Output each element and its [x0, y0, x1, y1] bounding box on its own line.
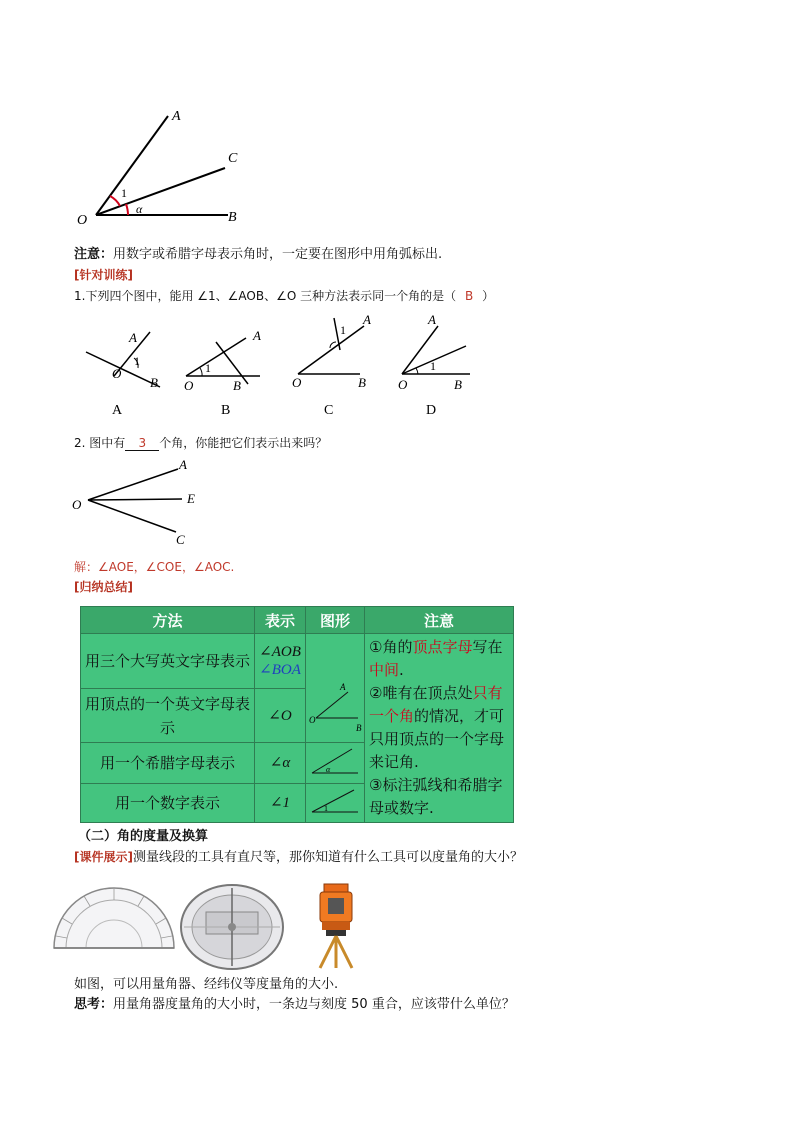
option-d: D — [426, 403, 437, 418]
figure-cell-2 — [306, 743, 365, 784]
q2-figure — [70, 454, 210, 550]
think-line — [74, 996, 515, 1014]
note-point-3: ③标注弧线和希腊字母或数字. — [369, 776, 503, 817]
q2-prefix: 2. 图中有 — [74, 436, 126, 450]
label-alpha: α — [136, 202, 143, 216]
theodolite-image — [314, 882, 358, 970]
notation-boa: ∠BOA — [259, 662, 301, 678]
label-b: B — [228, 210, 237, 225]
label-a: A — [172, 109, 181, 124]
option-a: A — [112, 403, 123, 418]
q2-suffix: 个角，你能把它们表示出来吗？ — [159, 436, 328, 450]
table-figure-one — [306, 784, 364, 818]
question-2 — [74, 434, 327, 452]
svg-text:B: B — [150, 375, 158, 390]
solution-line — [74, 558, 234, 576]
solution-text: ∠AOE，∠COE，∠AOC. — [98, 560, 235, 574]
notation-cell — [255, 634, 306, 689]
method-cell: 用顶点的一个英文字母表示 — [81, 689, 255, 743]
method-cell: 用三个大写英文字母表示 — [81, 634, 255, 689]
option-b-figure — [184, 328, 261, 418]
option-c-figure — [292, 312, 371, 418]
label-c: C — [228, 151, 238, 166]
svg-text:B: B — [358, 375, 366, 390]
option-b: B — [221, 403, 231, 418]
svg-text:O: O — [184, 378, 194, 393]
think-text: 用量角器度量角的大小时，一条边与刻度 50 重合，应该带什么单位？ — [113, 997, 515, 1012]
display-label: [课件展示] — [74, 850, 133, 864]
svg-text:O: O — [309, 715, 316, 725]
note-label: 注意： — [74, 247, 114, 262]
header-figure: 图形 — [306, 607, 365, 634]
header-notation: 表示 — [255, 607, 306, 634]
q1-figures — [78, 312, 478, 424]
as-shown-line: 如图，可以用量角器、经纬仪等度量角的大小. — [74, 977, 339, 992]
svg-text:A: A — [428, 312, 436, 327]
think-label: 思考： — [74, 997, 114, 1012]
svg-text:1: 1 — [134, 354, 140, 368]
question-1 — [74, 287, 494, 305]
svg-text:A: A — [129, 330, 137, 345]
svg-text:B: B — [233, 378, 241, 393]
protractor-image — [52, 886, 176, 952]
section-training: [针对训练] — [74, 268, 133, 282]
q2-label-e: E — [187, 491, 195, 506]
figure-cell-3 — [306, 784, 365, 823]
svg-text:B: B — [454, 377, 462, 392]
circular-protractor-image — [180, 884, 286, 970]
svg-text:1: 1 — [340, 323, 346, 337]
q2-answer: 3 — [125, 436, 159, 451]
svg-text:O: O — [292, 375, 302, 390]
q1-answer: B — [465, 289, 474, 303]
table-figure-alpha — [306, 743, 364, 779]
svg-text:A: A — [340, 682, 346, 692]
angle-arc-alpha — [126, 204, 128, 215]
display-text: 测量线段的工具有直尺等，那你知道有什么工具可以度量角的大小？ — [132, 850, 523, 865]
method-cell: 用一个数字表示 — [81, 784, 255, 823]
svg-text:1: 1 — [430, 359, 436, 373]
summary-table — [80, 606, 514, 823]
q2-label-c: C — [176, 532, 185, 547]
table-row — [81, 634, 514, 689]
q1-close: ） — [482, 289, 495, 303]
figure-cell-1 — [306, 634, 365, 743]
q2-label-o: O — [72, 497, 82, 512]
solution-label: 解： — [74, 560, 99, 574]
note-point-1: ①角的顶点字母写在中间. — [369, 638, 503, 679]
ray-oc — [96, 168, 225, 215]
section-summary: [归纳总结] — [74, 580, 133, 594]
angle-arc-1 — [110, 196, 120, 206]
note-cell — [365, 634, 514, 823]
ray-oa — [96, 116, 168, 215]
option-a-figure — [86, 330, 160, 418]
svg-text:A: A — [363, 312, 371, 327]
header-method: 方法 — [81, 607, 255, 634]
table-figure-aob — [306, 634, 364, 738]
svg-text:B: B — [356, 723, 362, 733]
label-o: O — [77, 213, 88, 228]
option-d-figure — [398, 312, 470, 418]
note-point-2: ②唯有在顶点处只有一个角的情况，才可只用顶点的一个字母来记角. — [369, 684, 505, 771]
notation-cell: ∠O — [255, 689, 306, 743]
svg-text:α: α — [326, 765, 331, 774]
svg-text:O: O — [398, 377, 408, 392]
notation-cell: ∠α — [255, 743, 306, 784]
svg-text:1: 1 — [324, 804, 328, 813]
notation-aob: ∠AOB — [259, 644, 301, 660]
main-angle-figure — [70, 100, 270, 230]
note-text: 用数字或希腊字母表示角时，一定要在图形中用角弧标出. — [113, 247, 443, 262]
q1-text: 1.下列四个图中，能用 ∠1、∠AOB、∠O 三种方法表示同一个角的是（ — [74, 289, 457, 303]
q2-label-a: A — [179, 457, 187, 472]
note-line — [74, 246, 442, 264]
svg-text:1: 1 — [205, 361, 211, 375]
method-cell: 用一个希腊字母表示 — [81, 743, 255, 784]
header-note: 注意 — [365, 607, 514, 634]
display-line — [74, 848, 523, 867]
notation-cell: ∠1 — [255, 784, 306, 823]
label-one: 1 — [121, 186, 127, 200]
svg-text:O: O — [112, 366, 122, 381]
table-header-row — [81, 607, 514, 634]
option-c: C — [324, 403, 334, 418]
section2-title: （二）角的度量及换算 — [78, 829, 209, 844]
svg-text:A: A — [253, 328, 261, 343]
